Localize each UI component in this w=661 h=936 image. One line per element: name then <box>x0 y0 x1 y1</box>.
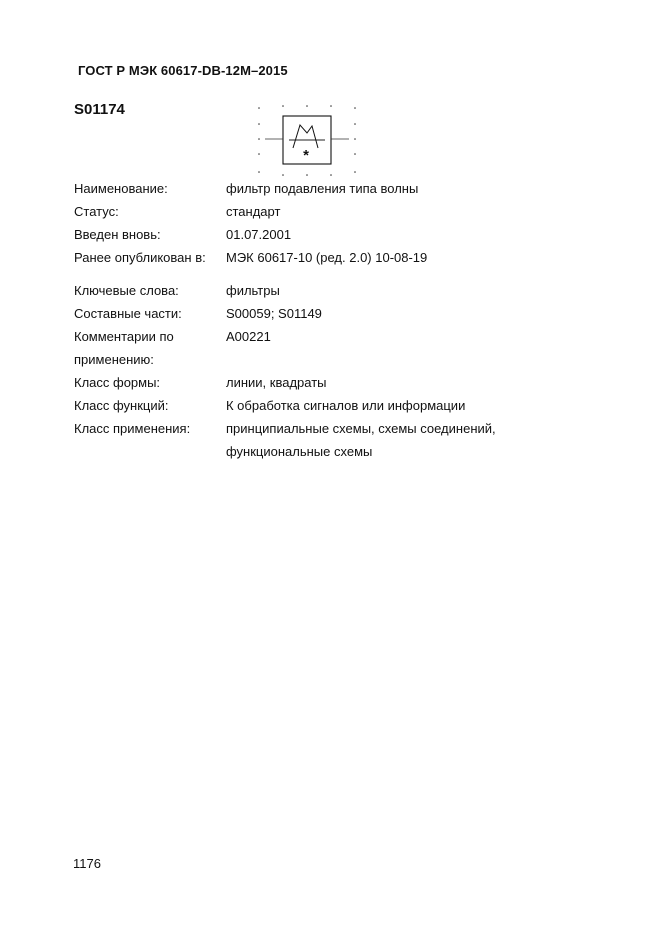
standard-header: ГОСТ Р МЭК 60617-DB-12M–2015 <box>78 63 288 78</box>
figure-mark: * <box>303 147 309 164</box>
field-value: A00221 <box>226 329 271 344</box>
field-label: Ключевые слова: <box>74 283 179 298</box>
field-value: функциональные схемы <box>226 444 373 459</box>
field-value: фильтр подавления типа волны <box>226 181 419 196</box>
field-value: К обработка сигналов или информации <box>226 398 466 413</box>
field-value: S00059; S01149 <box>226 306 322 321</box>
field-label: Наименование: <box>74 181 168 196</box>
field-label: Ранее опубликован в: <box>74 250 206 265</box>
field-value: принципиальные схемы, схемы соединений, <box>226 421 496 436</box>
field-label: Комментарии по <box>74 329 174 344</box>
field-label: Статус: <box>74 204 119 219</box>
wave-shape <box>293 125 318 148</box>
field-label: Класс формы: <box>74 375 161 390</box>
field-value: фильтры <box>226 283 280 298</box>
field-label: Класс функций: <box>74 398 169 413</box>
field-label: Составные части: <box>74 306 182 321</box>
field-value: линии, квадраты <box>226 375 327 390</box>
symbol-code: S01174 <box>74 101 125 118</box>
field-label: Класс применения: <box>74 421 191 436</box>
field-label: применению: <box>74 352 154 367</box>
field-value: 01.07.2001 <box>226 227 292 242</box>
wave-filter-symbol-icon <box>255 102 360 178</box>
field-value: стандарт <box>226 204 281 219</box>
field-label: Введен вновь: <box>74 227 161 242</box>
page-number: 1176 <box>73 856 101 871</box>
field-value: МЭК 60617-10 (ред. 2.0) 10-08-19 <box>226 250 428 265</box>
